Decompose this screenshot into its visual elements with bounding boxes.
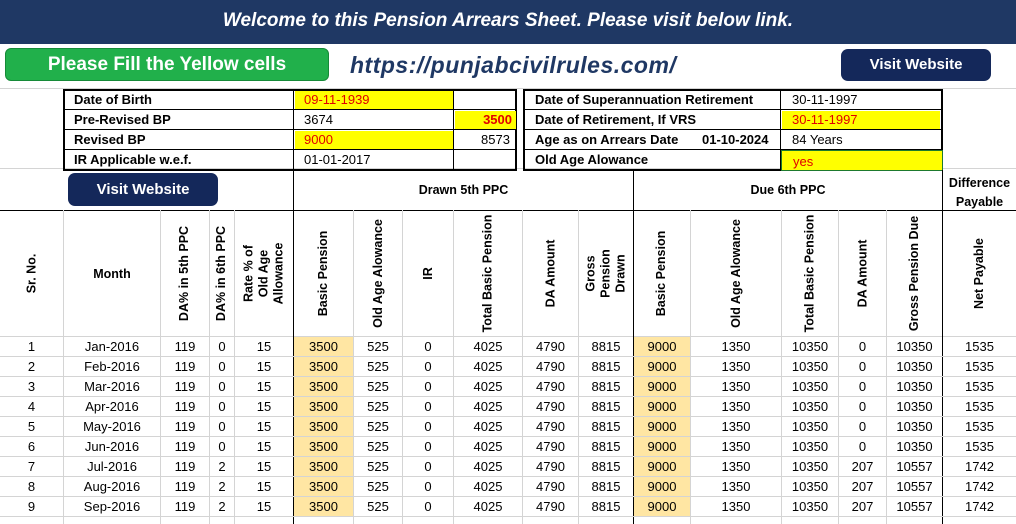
cell-drawn-total: 4025 [473, 379, 503, 394]
cell-drawn-basic[interactable]: 3500 [294, 397, 353, 417]
cell-month: Aug-2016 [83, 479, 141, 494]
cell-drawn-da: 4790 [536, 399, 565, 414]
table-row [0, 437, 1016, 457]
cell-drawn-gross: 8815 [591, 459, 621, 474]
cell-da5: 119 [174, 439, 196, 454]
cell-drawn-ir: 0 [424, 379, 432, 394]
cell-drawn-basic[interactable]: 3500 [294, 497, 353, 517]
cell-due-da: 0 [858, 339, 867, 354]
age-date: 01-10-2024 [702, 132, 769, 147]
vrs-label: Date of Retirement, If VRS [535, 112, 697, 127]
cell-rate-oaa: 15 [256, 399, 272, 414]
dob-label: Date of Birth [74, 92, 152, 107]
cell-net-payable: 1535 [965, 359, 994, 374]
cell-drawn-basic[interactable]: 3500 [294, 417, 353, 437]
cell-rate-oaa: 15 [256, 359, 272, 374]
col-da-5th: DA% in 5th PPC [177, 225, 192, 322]
cell-da6: 2 [218, 479, 226, 494]
cell-drawn-oaa: 525 [367, 439, 389, 454]
cell-due-gross: 10350 [896, 359, 933, 374]
cell-drawn-ir: 0 [424, 419, 432, 434]
cell-rate-oaa: 15 [256, 339, 272, 354]
difference-payable-header: Difference Payable [948, 176, 1011, 209]
cell-drawn-ir: 0 [424, 479, 432, 494]
cell-da6: 0 [218, 439, 226, 454]
cell-drawn-da: 4790 [536, 499, 565, 514]
pre-bp-extra[interactable]: 3500 [455, 111, 516, 129]
cell-drawn-total: 4025 [473, 419, 503, 434]
visit-website-button-top[interactable]: Visit Website [841, 49, 991, 81]
cell-sr-no: 4 [27, 399, 36, 414]
cell-drawn-oaa: 525 [367, 479, 389, 494]
cell-drawn-da: 4790 [536, 339, 565, 354]
cell-due-oaa: 1350 [721, 499, 751, 514]
cell-month: Jun-2016 [84, 439, 140, 454]
cell-due-oaa: 1350 [721, 419, 751, 434]
cell-due-total: 10350 [791, 419, 829, 434]
cell-due-basic[interactable]: 9000 [634, 457, 690, 477]
cell-due-gross: 10557 [896, 459, 933, 474]
col-drawn-oaa: Old Age Alowance [370, 219, 385, 328]
cell-net-payable: 1535 [965, 339, 994, 354]
cell-drawn-ir: 0 [424, 399, 432, 414]
col-due-total: Total Basic Pension [802, 214, 817, 333]
cell-drawn-gross: 8815 [591, 379, 621, 394]
cell-drawn-gross: 8815 [591, 419, 621, 434]
cell-drawn-da: 4790 [536, 479, 565, 494]
cell-da6: 0 [218, 419, 226, 434]
cell-month: Feb-2016 [84, 359, 140, 374]
cell-drawn-da: 4790 [536, 359, 565, 374]
cell-da5: 119 [174, 499, 196, 514]
cell-drawn-total: 4025 [473, 479, 503, 494]
table-row [0, 477, 1016, 497]
cell-month: Jul-2016 [87, 459, 137, 474]
cell-due-da: 0 [858, 419, 867, 434]
cell-drawn-oaa: 525 [367, 459, 389, 474]
cell-due-basic[interactable]: 9000 [634, 417, 690, 437]
col-drawn-basic: Basic Pension [316, 230, 331, 317]
cell-due-gross: 10350 [896, 379, 933, 394]
cell-due-total: 10350 [791, 439, 829, 454]
cell-drawn-basic[interactable]: 3500 [294, 337, 353, 357]
cell-net-payable: 1535 [965, 419, 994, 434]
col-due-basic: Basic Pension [654, 230, 669, 317]
cell-drawn-gross: 8815 [591, 499, 621, 514]
cell-sr-no: 5 [27, 419, 36, 434]
cell-da5: 119 [174, 379, 196, 394]
cell-due-da: 0 [858, 399, 867, 414]
cell-drawn-ir: 0 [424, 339, 432, 354]
cell-due-oaa: 1350 [721, 399, 751, 414]
table-row [0, 457, 1016, 477]
due-6th-ppc-header: Due 6th PPC [750, 183, 826, 197]
cell-da6: 0 [218, 339, 226, 354]
cell-rate-oaa: 15 [256, 479, 272, 494]
cell-month: Jan-2016 [84, 339, 140, 354]
cell-drawn-oaa: 525 [367, 419, 389, 434]
cell-net-payable: 1742 [965, 459, 994, 474]
cell-due-oaa: 1350 [721, 359, 751, 374]
cell-due-da: 207 [851, 479, 874, 494]
cell-due-gross: 10557 [896, 479, 933, 494]
cell-rate-oaa: 15 [256, 379, 272, 394]
pre-bp-value: 3674 [304, 112, 333, 127]
cell-month: Apr-2016 [85, 399, 139, 414]
table-row [0, 357, 1016, 377]
cell-due-basic[interactable]: 9000 [634, 357, 690, 377]
age-value: 84 Years [792, 132, 843, 147]
cell-drawn-ir: 0 [424, 459, 432, 474]
cell-due-basic[interactable]: 9000 [634, 377, 690, 397]
col-due-oaa: Old Age Alowance [728, 219, 743, 328]
cell-rate-oaa: 15 [256, 459, 272, 474]
cell-due-basic[interactable]: 9000 [634, 437, 690, 457]
cell-drawn-total: 4025 [473, 339, 503, 354]
cell-drawn-oaa: 525 [367, 379, 389, 394]
cell-sr-no: 1 [27, 339, 36, 354]
cell-due-da: 207 [851, 499, 874, 514]
col-drawn-total: Total Basic Pension [480, 214, 495, 333]
cell-due-total: 10350 [791, 359, 829, 374]
cell-da6: 0 [218, 399, 226, 414]
cell-drawn-oaa: 525 [367, 359, 389, 374]
cell-due-total: 10350 [791, 339, 829, 354]
cell-drawn-total: 4025 [473, 459, 503, 474]
col-drawn-da: DA Amount [543, 239, 557, 308]
cell-drawn-ir: 0 [424, 359, 432, 374]
cell-net-payable: 1535 [965, 379, 994, 394]
cell-due-oaa: 1350 [721, 379, 751, 394]
col-sr-no: Sr. No. [24, 253, 38, 294]
cell-da6: 2 [218, 459, 226, 474]
cell-due-total: 10350 [791, 479, 829, 494]
cell-drawn-total: 4025 [473, 439, 503, 454]
cell-da5: 119 [174, 419, 196, 434]
rev-bp-extra: 8573 [481, 132, 510, 147]
cell-drawn-basic[interactable]: 3500 [294, 357, 353, 377]
rev-bp-label: Revised BP [74, 132, 146, 147]
col-due-gross: Gross Pension Due [907, 215, 921, 332]
cell-due-total: 10350 [791, 399, 829, 414]
cell-due-basic[interactable]: 9000 [634, 477, 690, 497]
table-row [0, 377, 1016, 397]
cell-da5: 119 [174, 479, 196, 494]
cell-drawn-total: 4025 [473, 399, 503, 414]
cell-da5: 119 [174, 459, 196, 474]
cell-sr-no: 3 [27, 379, 36, 394]
table-row [0, 497, 1016, 517]
website-link[interactable]: https://punjabcivilrules.com/ [350, 52, 677, 78]
cell-sr-no: 2 [27, 359, 36, 374]
drawn-5th-ppc-header: Drawn 5th PPC [418, 183, 509, 197]
cell-da6: 0 [218, 379, 226, 394]
ir-label: IR Applicable w.e.f. [74, 152, 192, 167]
cell-da5: 119 [174, 399, 196, 414]
cell-drawn-da: 4790 [536, 419, 565, 434]
cell-drawn-ir: 0 [424, 439, 432, 454]
cell-due-total: 10350 [791, 499, 829, 514]
table-row [0, 397, 1016, 417]
cell-drawn-basic[interactable]: 3500 [294, 477, 353, 497]
cell-rate-oaa: 15 [256, 499, 272, 514]
col-drawn-ir: IR [420, 267, 435, 280]
cell-due-basic[interactable]: 9000 [634, 497, 690, 517]
cell-due-gross: 10350 [896, 339, 933, 354]
pre-bp-label: Pre-Revised BP [74, 112, 171, 127]
cell-due-total: 10350 [791, 379, 829, 394]
cell-drawn-oaa: 525 [367, 339, 389, 354]
rev-bp-input[interactable]: 9000 [295, 131, 453, 149]
dob-input[interactable]: 09-11-1939 [295, 91, 453, 109]
cell-due-gross: 10350 [896, 439, 933, 454]
cell-drawn-gross: 8815 [591, 339, 621, 354]
cell-due-basic[interactable]: 9000 [634, 397, 690, 417]
cell-sr-no: 9 [27, 499, 36, 514]
cell-drawn-basic[interactable]: 3500 [294, 437, 353, 457]
cell-drawn-gross: 8815 [591, 359, 621, 374]
cell-da6: 2 [218, 499, 226, 514]
cell-drawn-gross: 8815 [591, 479, 621, 494]
cell-drawn-gross: 8815 [591, 399, 621, 414]
cell-da5: 119 [174, 339, 196, 354]
cell-due-basic[interactable]: 9000 [634, 337, 690, 357]
superannuation-value: 30-11-1997 [792, 92, 858, 107]
cell-drawn-basic[interactable]: 3500 [294, 377, 353, 397]
table-row [0, 337, 1016, 357]
vrs-input[interactable]: 30-11-1997 [782, 111, 940, 129]
cell-net-payable: 1535 [965, 439, 994, 454]
cell-sr-no: 8 [27, 479, 36, 494]
cell-net-payable: 1535 [965, 399, 994, 414]
cell-drawn-oaa: 525 [367, 399, 389, 414]
cell-rate-oaa: 15 [256, 439, 272, 454]
cell-drawn-ir: 0 [424, 499, 432, 514]
cell-due-gross: 10350 [896, 399, 933, 414]
cell-sr-no: 7 [27, 459, 36, 474]
row-divider [0, 516, 1016, 517]
fill-yellow-cells-button[interactable]: Please Fill the Yellow cells [5, 48, 329, 81]
cell-due-da: 0 [858, 439, 867, 454]
col-da-6th: DA% in 6th PPC [214, 225, 229, 322]
table-row [0, 417, 1016, 437]
cell-month: Mar-2016 [84, 379, 140, 394]
cell-drawn-da: 4790 [536, 459, 565, 474]
cell-drawn-oaa: 525 [367, 499, 389, 514]
col-drawn-gross: Gross Pension Drawn [583, 249, 628, 298]
cell-due-gross: 10350 [896, 419, 933, 434]
superannuation-label: Date of Superannuation Retirement [535, 92, 754, 107]
ir-value: 01-01-2017 [304, 152, 371, 167]
col-month: Month [93, 267, 131, 281]
banner-title: Welcome to this Pension Arrears Sheet. Please visit below link. [0, 0, 1016, 44]
visit-website-button-left[interactable]: Visit Website [68, 173, 218, 206]
cell-month: May-2016 [83, 419, 141, 434]
cell-drawn-da: 4790 [536, 379, 565, 394]
cell-da6: 0 [218, 359, 226, 374]
cell-due-da: 0 [858, 359, 867, 374]
cell-drawn-gross: 8815 [591, 439, 621, 454]
cell-due-oaa: 1350 [721, 339, 751, 354]
cell-net-payable: 1742 [965, 499, 994, 514]
cell-drawn-total: 4025 [473, 499, 503, 514]
old-age-allowance-input[interactable]: yes [781, 150, 943, 171]
cell-due-gross: 10557 [896, 499, 933, 514]
cell-due-da: 207 [851, 459, 874, 474]
col-rate-oaa: Rate % of Old Age Allowance [241, 242, 286, 305]
cell-due-oaa: 1350 [721, 459, 751, 474]
cell-drawn-basic[interactable]: 3500 [294, 457, 353, 477]
cell-due-da: 0 [858, 379, 867, 394]
cell-due-oaa: 1350 [721, 439, 751, 454]
cell-due-total: 10350 [791, 459, 829, 474]
col-net-payable: Net Payable [972, 238, 986, 309]
cell-rate-oaa: 15 [256, 419, 272, 434]
col-due-da: DA Amount [855, 239, 869, 308]
age-label: Age as on Arrears Date [535, 132, 679, 147]
cell-due-oaa: 1350 [721, 479, 751, 494]
cell-drawn-da: 4790 [536, 439, 565, 454]
cell-sr-no: 6 [27, 439, 36, 454]
cell-net-payable: 1742 [965, 479, 994, 494]
cell-da5: 119 [174, 359, 196, 374]
cell-drawn-total: 4025 [473, 359, 503, 374]
old-age-allowance-label: Old Age Alowance [535, 152, 649, 167]
cell-month: Sep-2016 [83, 499, 141, 514]
